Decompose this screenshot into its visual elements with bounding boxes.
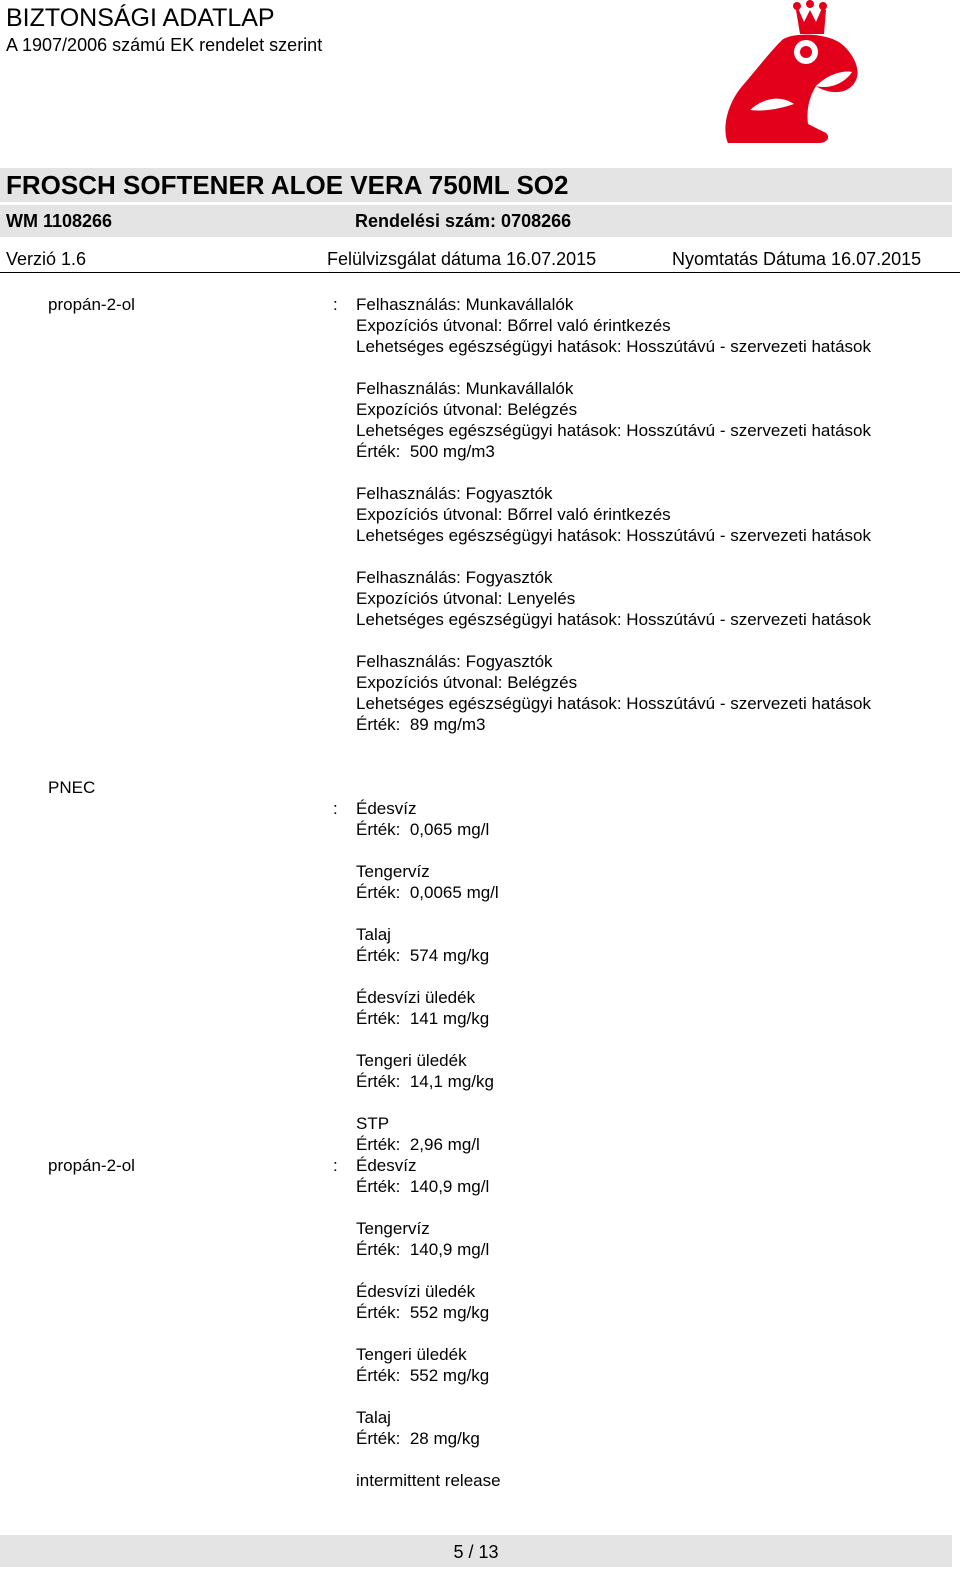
value-line: Talaj <box>356 1408 391 1427</box>
pnec-values <box>356 798 960 1155</box>
value-line: Érték: 141 mg/kg <box>356 1009 490 1028</box>
pnec-title: PNEC <box>48 778 96 797</box>
value-block <box>356 651 960 735</box>
value-line: Felhasználás: Fogyasztók <box>356 568 553 587</box>
substance-label: propán-2-ol <box>48 1156 135 1175</box>
value-line: Édesvízi üledék <box>356 988 476 1007</box>
value-block <box>356 987 960 1029</box>
version-row <box>0 246 960 273</box>
value-line: Felhasználás: Munkavállalók <box>356 379 574 398</box>
value-line: STP <box>356 1114 390 1133</box>
substance-label: propán-2-ol <box>48 295 135 314</box>
value-block <box>356 1344 960 1386</box>
value-line: Érték: 2,96 mg/l <box>356 1135 480 1154</box>
revision-date: Felülvizsgálat dátuma 16.07.2015 <box>327 249 597 269</box>
order-number: Rendelési szám: 0708266 <box>355 211 572 231</box>
product-band <box>0 168 952 202</box>
value-line: Érték: 14,1 mg/kg <box>356 1072 494 1091</box>
document-title: BIZTONSÁGI ADATLAP <box>6 4 275 32</box>
colon: : <box>333 295 338 314</box>
page-number: 5 / 13 <box>453 1542 499 1562</box>
version: Verzió 1.6 <box>6 249 87 269</box>
value-line: intermittent release <box>356 1471 501 1490</box>
colon: : <box>333 1156 338 1175</box>
product-ids-band <box>0 205 952 237</box>
value-block <box>356 1155 960 1197</box>
value-block <box>356 1407 960 1449</box>
value-line: Expozíciós útvonal: Belégzés <box>356 400 578 419</box>
value-block <box>356 483 960 546</box>
value-line: Lehetséges egészségügyi hatások: Hosszútávú - szervezeti hatások <box>356 526 872 545</box>
value-line: Lehetséges egészségügyi hatások: Hosszútávú - szervezeti hatások <box>356 610 872 629</box>
value-line: Érték: 0,0065 mg/l <box>356 883 499 902</box>
value-block <box>356 924 960 966</box>
value-line: Felhasználás: Fogyasztók <box>356 484 553 503</box>
value-line: Tengervíz <box>356 1219 430 1238</box>
value-line: Érték: 574 mg/kg <box>356 946 490 965</box>
value-block <box>356 1470 960 1491</box>
value-line: Felhasználás: Munkavállalók <box>356 295 574 314</box>
pnec-row <box>0 798 960 1155</box>
value-line: Lehetséges egészségügyi hatások: Hosszútávú - szervezeti hatások <box>356 337 872 356</box>
value-line: Édesvízi üledék <box>356 1282 476 1301</box>
value-line: Felhasználás: Fogyasztók <box>356 652 553 671</box>
value-line: Tengervíz <box>356 862 430 881</box>
dnel-row <box>0 294 960 735</box>
value-block <box>356 294 960 357</box>
value-line: Expozíciós útvonal: Belégzés <box>356 673 578 692</box>
value-line: Lehetséges egészségügyi hatások: Hosszútávú - szervezeti hatások <box>356 421 872 440</box>
value-line: Expozíciós útvonal: Lenyelés <box>356 589 576 608</box>
value-line: Érték: 0,065 mg/l <box>356 820 490 839</box>
value-block <box>356 567 960 630</box>
value-line: Talaj <box>356 925 391 944</box>
frog-crown-icon <box>720 0 870 146</box>
document-subtitle: A 1907/2006 számú EK rendelet szerint <box>6 35 323 55</box>
value-block <box>356 1281 960 1323</box>
value-line: Tengeri üledék <box>356 1345 467 1364</box>
pnec-substance-values <box>356 1155 960 1491</box>
value-line: Lehetséges egészségügyi hatások: Hosszútávú - szervezeti hatások <box>356 694 872 713</box>
dnel-values <box>356 294 960 735</box>
value-line: Érték: 552 mg/kg <box>356 1303 490 1322</box>
colon: : <box>333 799 338 818</box>
value-line: Érték: 552 mg/kg <box>356 1366 490 1385</box>
value-block <box>356 1113 960 1155</box>
pnec-substance-row <box>0 1155 960 1491</box>
value-block <box>356 861 960 903</box>
value-line: Érték: 500 mg/m3 <box>356 442 495 461</box>
pnec-title-row <box>0 777 960 798</box>
value-line: Érték: 140,9 mg/l <box>356 1240 490 1259</box>
wm-number: WM 1108266 <box>6 211 113 231</box>
value-block <box>356 798 960 840</box>
value-line: Érték: 89 mg/m3 <box>356 715 486 734</box>
value-line: Érték: 140,9 mg/l <box>356 1177 490 1196</box>
value-line: Érték: 28 mg/kg <box>356 1429 480 1448</box>
value-block <box>356 1218 960 1260</box>
value-line: Expozíciós útvonal: Bőrrel való érintkezés <box>356 505 671 524</box>
content <box>0 294 960 1491</box>
value-line: Tengeri üledék <box>356 1051 467 1070</box>
print-date: Nyomtatás Dátuma 16.07.2015 <box>672 249 922 269</box>
value-line: Expozíciós útvonal: Bőrrel való érintkezés <box>356 316 671 335</box>
value-line: Édesvíz <box>356 1156 417 1175</box>
value-line: Édesvíz <box>356 799 417 818</box>
value-block <box>356 378 960 462</box>
product-name: FROSCH SOFTENER ALOE VERA 750ML SO2 <box>6 170 569 200</box>
footer-band <box>0 1535 952 1567</box>
value-block <box>356 1050 960 1092</box>
